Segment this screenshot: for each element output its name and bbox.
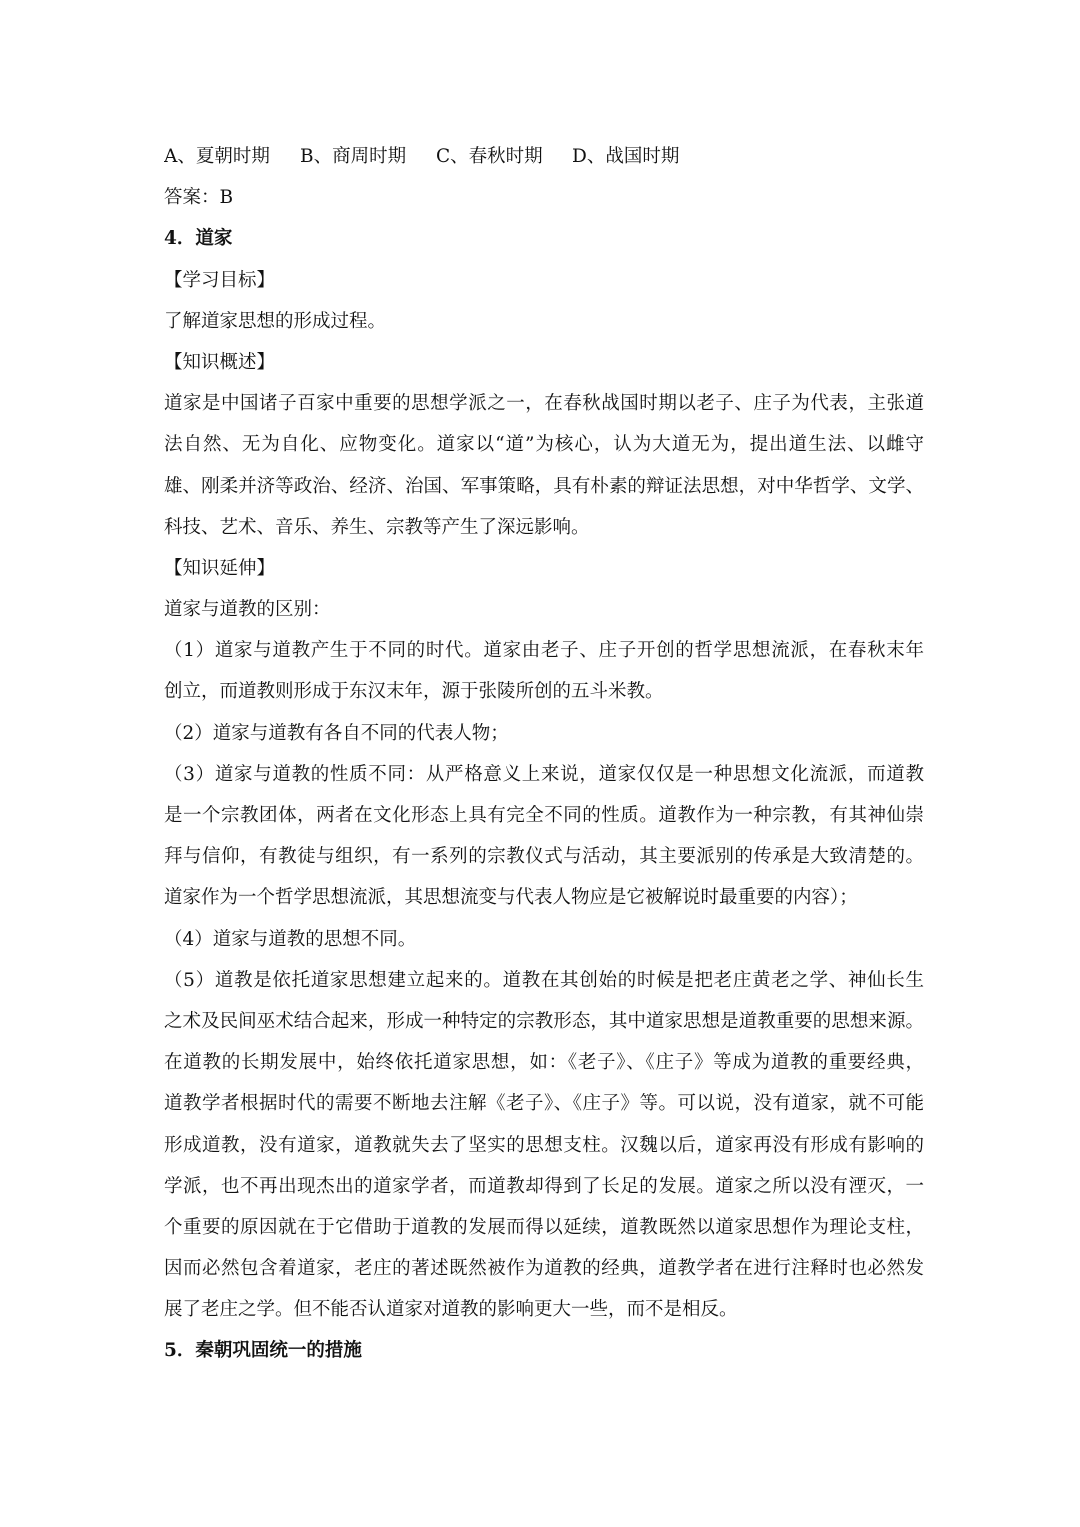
paragraph-line: 展了老庄之学。但不能否认道家对道教的影响更大一些，而不是相反。 <box>164 1299 738 1321</box>
paragraph-line: 因而必然包含着道家，老庄的著述既然被作为道教的经典，道教学者在进行注释时也必然发 <box>164 1258 924 1280</box>
paragraph-line: 之术及民间巫术结合起来，形成一种特定的宗教形态，其中道家思想是道教重要的思想来源。 <box>164 1010 924 1032</box>
point-5-paragraph <box>164 960 924 1331</box>
document-page <box>164 136 924 1372</box>
paragraph-line: 在道教的长期发展中，始终依托道家思想，如：《老子》、《庄子》等成为道教的重要经典， <box>164 1052 924 1074</box>
answer-options <box>164 136 924 177</box>
section-heading-qin: 5．秦朝巩固统一的措施 <box>164 1340 362 1362</box>
option-a: A、夏朝时期 <box>164 146 270 167</box>
paragraph-line: 道家作为一个哲学思想流派，其思想流变与代表人物应是它被解说时最重要的内容）； <box>164 887 858 909</box>
paragraph-line: 拜与信仰，有教徒与组织，有一系列的宗教仪式与活动，其主要派别的传承是大致清楚的。 <box>164 846 924 868</box>
overview-paragraph <box>164 383 924 548</box>
paragraph-line: 道家是中国诸子百家中重要的思想学派之一，在春秋战国时期以老子、庄子为代表，主张道 <box>164 393 924 415</box>
point-4: （4）道家与道教的思想不同。 <box>164 928 417 950</box>
option-d: D、战国时期 <box>572 146 680 167</box>
option-b: B、商周时期 <box>300 146 407 167</box>
point-2: （2）道家与道教有各自不同的代表人物； <box>164 722 509 744</box>
paragraph-line: （5）道教是依托道家思想建立起来的。道教在其创始的时候是把老庄黄老之学、神仙长生 <box>164 969 924 991</box>
option-c: C、春秋时期 <box>436 146 543 167</box>
point-1-paragraph <box>164 630 924 712</box>
paragraph-line: 道教学者根据时代的需要不断地去注解《老子》、《庄子》等。可以说，没有道家，就不可能 <box>164 1093 924 1115</box>
point-3-paragraph <box>164 754 924 919</box>
paragraph-line: 个重要的原因就在于它借助于道教的发展而得以延续，道教既然以道家思想作为理论支柱， <box>164 1216 924 1238</box>
learning-goal-label: 【学习目标】 <box>164 269 276 291</box>
paragraph-line: 创立，而道教则形成于东汉末年，源于张陵所创的五斗米教。 <box>164 681 664 703</box>
paragraph-line: （1）道家与道教产生于不同的时代。道家由老子、庄子开创的哲学思想流派，在春秋末年 <box>164 640 924 662</box>
overview-label: 【知识概述】 <box>164 351 276 373</box>
paragraph-line: 学派，也不再出现杰出的道家学者，而道教却得到了长足的发展。道家之所以没有湮灭，一 <box>164 1175 924 1197</box>
answer-text: 答案：B <box>164 187 234 209</box>
learning-goal-text: 了解道家思想的形成过程。 <box>164 310 387 332</box>
paragraph-line: 是一个宗教团体，两者在文化形态上具有完全不同的性质。道教作为一种宗教，有其神仙崇 <box>164 805 924 826</box>
paragraph-line: 雄、刚柔并济等政治、经济、治国、军事策略，具有朴素的辩证法思想，对中华哲学、文学、 <box>164 475 924 497</box>
section-heading-daojia: 4．道家 <box>164 228 233 250</box>
paragraph-line: （3）道家与道教的性质不同：从严格意义上来说，道家仅仅是一种思想文化流派，而道教 <box>164 763 924 785</box>
paragraph-line: 科技、艺术、音乐、养生、宗教等产生了深远影响。 <box>164 516 590 538</box>
paragraph-line: 形成道教，没有道家，道教就失去了坚实的思想支柱。汉魏以后，道家再没有形成有影响的 <box>164 1134 924 1156</box>
extension-label: 【知识延伸】 <box>164 557 276 579</box>
extension-intro: 道家与道教的区别： <box>164 599 331 621</box>
paragraph-line: 法自然、无为自化、应物变化。道家以“道”为核心，认为大道无为，提出道生法、以雌守 <box>164 434 924 456</box>
